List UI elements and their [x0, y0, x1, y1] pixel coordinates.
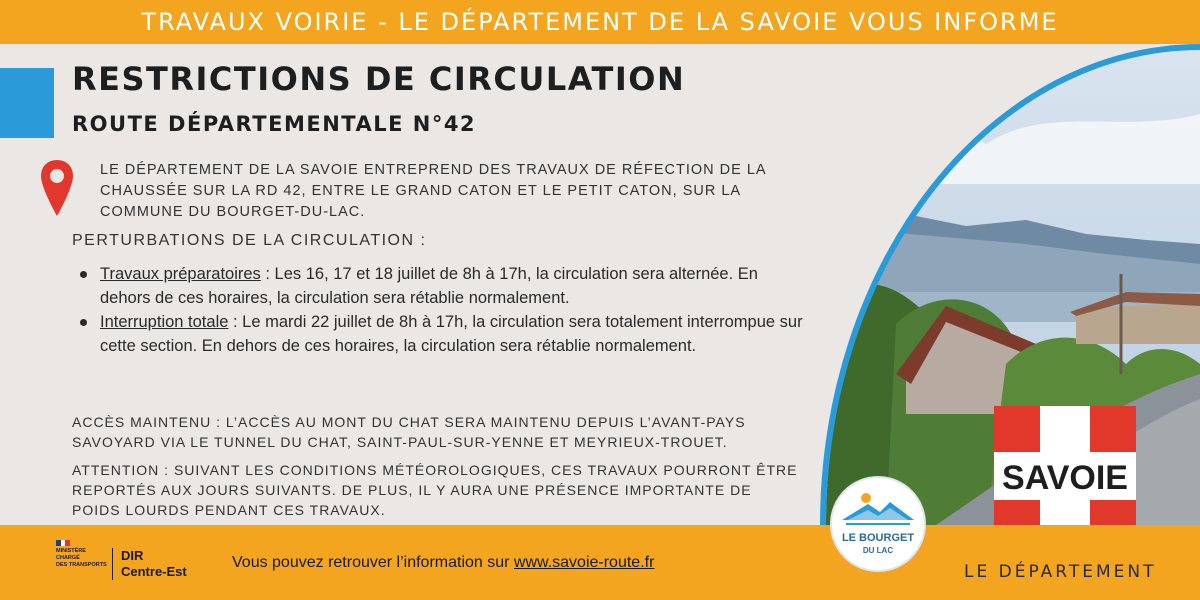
dir-line2: Centre-Est	[121, 564, 187, 579]
intro-text: LE DÉPARTEMENT DE LA SAVOIE ENTREPREND DES TRAVAUX DE RÉFECTION DE LA CHAUSSÉE SUR LA RD 42, ENTRE LE GRAND CATON ET LE PETIT CATON, SUR LA COMMUNE DU BOURGET-DU-LAC.	[100, 162, 766, 220]
ministry-line: DES TRANSPORTS	[56, 562, 107, 568]
perturbations-list	[100, 262, 810, 358]
accent-tab	[0, 68, 54, 138]
french-flag-icon	[56, 540, 70, 546]
perturbations-heading: PERTURBATIONS DE LA CIRCULATION :	[72, 232, 427, 249]
ministry-line: MINISTÈRE	[56, 548, 86, 554]
dir-logo	[112, 548, 187, 580]
ministry-logo	[56, 540, 107, 569]
department-label: LE DÉPARTEMENT	[964, 562, 1157, 582]
location-pin-icon	[40, 158, 74, 218]
savoie-logo-text: SAVOIE	[1002, 459, 1128, 497]
bourget-du-lac-logo	[830, 476, 926, 572]
attention-note: ATTENTION : SUIVANT LES CONDITIONS MÉTÉOROLOGIQUES, CES TRAVAUX POURRONT ÊTRE REPORTÉS AUX JOURS SUIVANTS. DE PLUS, IL Y AURA UNE PRÉSENCE IMPORTANTE DE POIDS LOURDS PENDANT CES TRAVAUX.	[72, 462, 798, 518]
ministry-line: CHARGÉ	[56, 555, 80, 561]
bourget-text-main: LE BOURGET	[841, 532, 915, 544]
bourget-emblem	[832, 482, 924, 532]
item-label: Interruption totale	[100, 313, 229, 331]
item-label: Travaux préparatoires	[100, 265, 261, 283]
footer-info	[232, 554, 654, 572]
page-subtitle: ROUTE DÉPARTEMENTALE N°42	[72, 112, 477, 136]
website-link[interactable]: www.savoie-route.fr	[513, 554, 655, 571]
access-note: ACCÈS MAINTENU : L’ACCÈS AU MONT DU CHAT SERA MAINTENU DEPUIS L’AVANT-PAYS SAVOYARD VIA LE TUNNEL DU CHAT, SAINT-PAUL-SUR-YENNE ET MEYRIEUX-TROUET.	[72, 414, 746, 450]
info-text: Vous pouvez retrouver l’information sur	[232, 554, 514, 571]
banner-text: TRAVAUX VOIRIE - LE DÉPARTEMENT DE LA SAVOIE VOUS INFORME	[141, 8, 1059, 36]
header-banner	[0, 0, 1200, 44]
page-title: RESTRICTIONS DE CIRCULATION	[72, 60, 686, 98]
item-text: : Le mardi 22 juillet de 8h à 17h, la circulation sera totalement interrompue sur cette section. En dehors de ces horaires, la circulation sera rétablie normalement.	[100, 313, 803, 355]
dir-line1: DIR	[121, 548, 144, 563]
item-text: : Les 16, 17 et 18 juillet de 8h à 17h, la circulation sera alternée. En dehors de ces horaires, la circulation sera rétablie normalement.	[100, 265, 758, 307]
list-item	[100, 310, 810, 358]
list-item	[100, 262, 810, 310]
bourget-text-sub: DU LAC	[862, 546, 894, 555]
